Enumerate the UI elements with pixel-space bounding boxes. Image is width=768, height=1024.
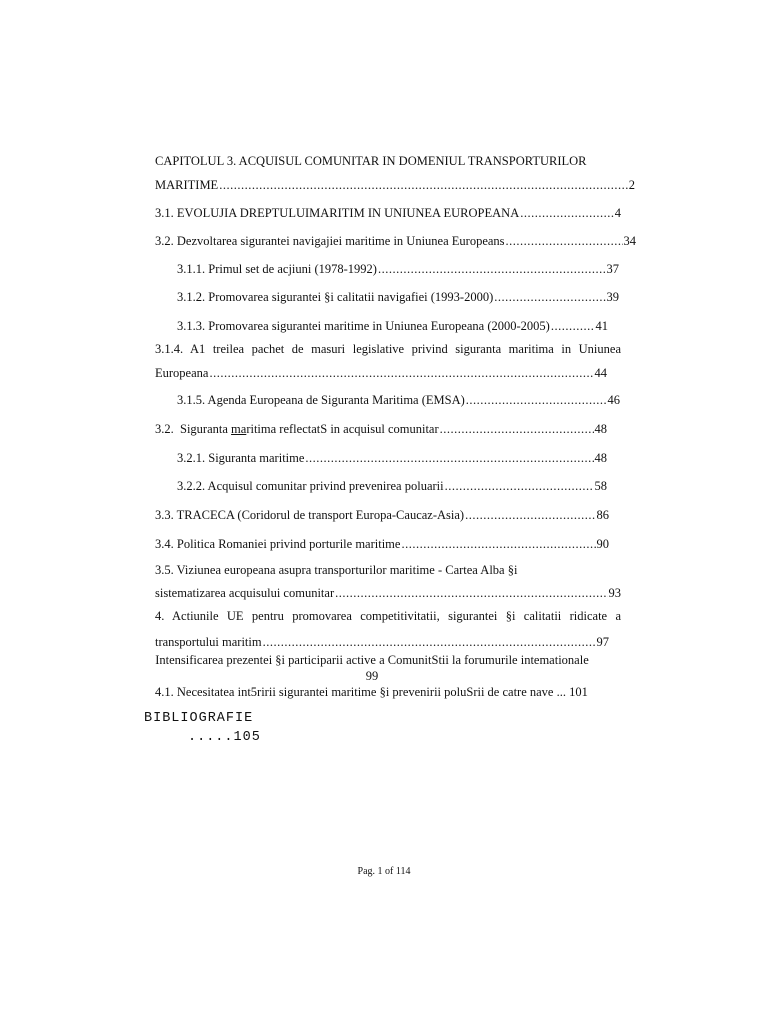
intensificare-line: Intensificarea prezentei §i participarii active a ComunitStii la forumurile intemationale [155, 653, 589, 667]
label-suffix: ritima reflectatS in acquisul comunitar [246, 422, 439, 436]
toc-entry-page: 46 [607, 393, 620, 407]
dot-leader [401, 536, 595, 552]
label-underlined: ma [231, 422, 247, 436]
toc-entry-label: 3.2.2. Acquisul comunitar privind prevenirea poluarii [177, 479, 444, 493]
chapter-title-line1: CAPITOLUL 3. ACQUISUL COMUNITAR IN DOMENIUL TRANSPORTURILOR [155, 154, 587, 168]
toc-entry-3-4 [155, 536, 609, 552]
toc-entry-page: 2 [628, 178, 635, 192]
toc-entry-page: 58 [594, 479, 607, 493]
toc-entry-page: 39 [606, 290, 619, 304]
toc-entry-3-2-siguranta [155, 421, 607, 437]
toc-entry-page: 93 [608, 586, 621, 600]
toc-entry-label: sistematizarea acquisului comunitar [155, 586, 335, 600]
dot-leader [219, 177, 628, 193]
toc-entry-3-1-2 [177, 289, 619, 305]
toc-entry-page: 48 [594, 422, 607, 436]
toc-entry-3-2 [155, 233, 636, 249]
toc-entry-page: 44 [594, 366, 607, 380]
toc-entry-page: 41 [595, 319, 608, 333]
toc-entry-3-1-4-line1: 3.1.4. A1 treilea pachet de masuri legislative privind siguranta maritima in Uniunea [155, 342, 621, 356]
toc-entry-label: MARITIME [155, 178, 219, 192]
dot-leader [465, 507, 595, 523]
dot-leader [466, 392, 607, 408]
toc-entry-label: 3.2.1. Siguranta maritime [177, 451, 305, 465]
toc-entry-4-1: 4.1. Necesitatea int5ririi sigurantei maritime §i prevenirii poluSrii de catre nave ... 101 [155, 685, 588, 699]
toc-entry-3-5-line1: 3.5. Viziunea europeana asupra transporturilor maritime - Cartea Alba §i [155, 563, 518, 577]
toc-entry-page: 48 [594, 451, 607, 465]
toc-entry-label: 3.1.1. Primul set de acjiuni (1978-1992) [177, 262, 377, 276]
toc-entry-label: 3.1.5. Agenda Europeana de Siguranta Maritima (EMSA) [177, 393, 465, 407]
toc-entry-page: 34 [623, 234, 636, 248]
toc-entry-page: 4 [614, 206, 621, 220]
toc-entry-label: Europeana [155, 366, 209, 380]
toc-entry-3-3 [155, 507, 609, 523]
dot-leader [551, 318, 595, 334]
toc-entry-3-1-5 [177, 392, 620, 408]
toc-entry-3-1-3 [177, 318, 608, 334]
dot-leader [209, 365, 593, 381]
bibliography-label: BIBLIOGRAFIE [144, 711, 254, 726]
label-prefix: 3.2. Siguranta [155, 422, 232, 436]
toc-entry-3-2-1 [177, 450, 607, 466]
dot-leader [378, 261, 606, 277]
bibliography-page: .....105 [188, 730, 261, 745]
toc-entry-page: 86 [596, 508, 609, 522]
dot-leader [440, 421, 594, 437]
dot-leader [520, 205, 614, 221]
dot-leader [335, 585, 607, 601]
toc-entry-label: 3.2. Dezvoltarea sigurantei navigajiei maritime in Uniunea Europeans [155, 234, 505, 248]
toc-entry-3-1-4 [155, 365, 607, 381]
toc-entry-page: 90 [596, 537, 609, 551]
page-number-footer: Pag. 1 of 114 [357, 866, 411, 877]
toc-entry-3-5 [155, 585, 621, 601]
dot-leader [506, 233, 623, 249]
toc-entry-3-1 [155, 205, 621, 221]
dot-leader [494, 289, 605, 305]
toc-entry-chapter [155, 177, 635, 193]
toc-entry-3-1-1 [177, 261, 619, 277]
toc-entry-label: 3.3. TRACECA (Coridorul de transport Europa-Caucaz-Asia) [155, 508, 465, 522]
toc-entry-4 [155, 634, 609, 650]
dot-leader [445, 478, 594, 494]
toc-entry-label: 3.1.3. Promovarea sigurantei maritime in Uniunea Europeana (2000-2005) [177, 319, 550, 333]
toc-entry-page: 37 [606, 262, 619, 276]
toc-entry-3-2-2 [177, 478, 607, 494]
toc-entry-page: 97 [596, 635, 609, 649]
dot-leader [305, 450, 593, 466]
intensificare-page: 99 [365, 669, 379, 683]
toc-entry-label: transportului maritim [155, 635, 262, 649]
dot-leader [263, 634, 596, 650]
toc-entry-label: 3.1.2. Promovarea sigurantei §i calitatii navigafiei (1993-2000) [177, 290, 494, 304]
toc-entry-label [155, 421, 439, 437]
toc-entry-label: 3.4. Politica Romaniei privind porturile maritime [155, 537, 401, 551]
toc-entry-4-line1: 4. Actiunile UE pentru promovarea competitivitatii, sigurantei §i calitatii ridicate a [155, 609, 621, 623]
toc-entry-label: 3.1. EVOLUJIA DREPTULUIMARITIM IN UNIUNEA EUROPEANA [155, 206, 520, 220]
